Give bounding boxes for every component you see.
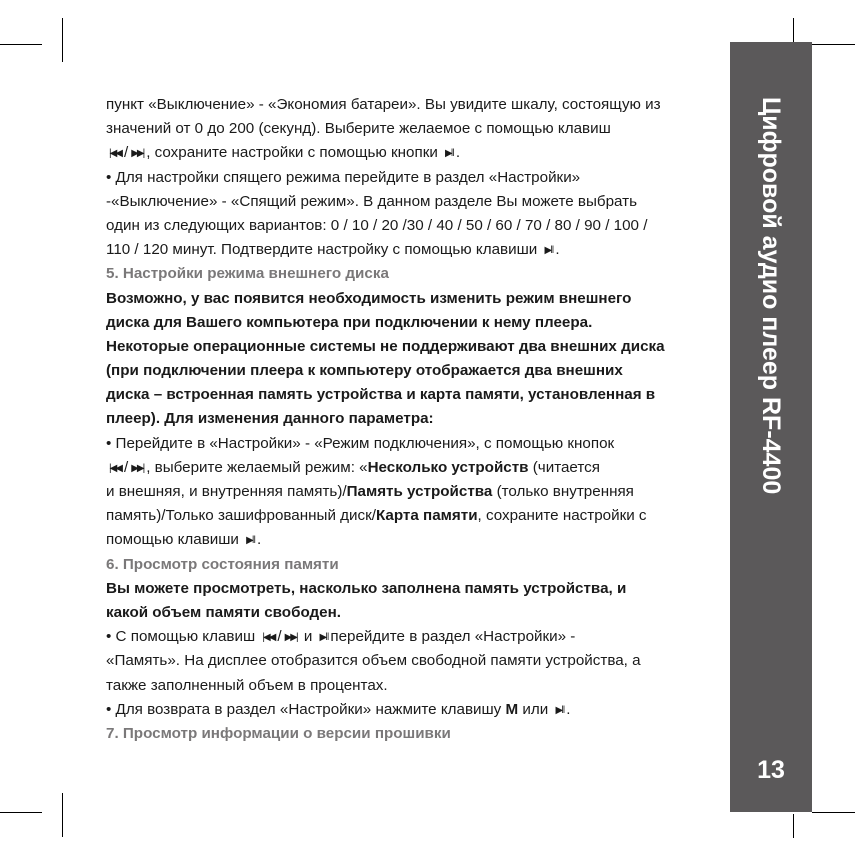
text-segment: . (256, 531, 262, 549)
play-pause-icon: ▶‖ (319, 632, 328, 644)
text-line (106, 238, 716, 262)
text-line (106, 166, 716, 190)
text-segment: (читается (528, 458, 600, 476)
text-segment: «Память». На дисплее отобразится объем свободной памяти устройства, а (106, 652, 641, 670)
crop-mark (62, 793, 63, 837)
text-segment: память)/Только зашифрованный диск/ (106, 507, 376, 525)
text-segment: 7. Просмотр информации о версии прошивки (106, 724, 451, 742)
crop-mark (793, 18, 794, 42)
text-line (106, 359, 716, 383)
text-segment: перейдите в раздел «Настройки» - (330, 628, 576, 646)
text-segment: и (299, 628, 317, 646)
text-segment: • Перейдите в «Настройки» - «Режим подключения», с помощью кнопок (106, 434, 615, 452)
text-segment: диска – встроенная память устройства и карта памяти, установленная в (106, 386, 656, 404)
text-line (106, 625, 716, 649)
text-segment: диска для Вашего компьютера при подключении к нему плеера. (106, 313, 593, 331)
text-line (106, 287, 716, 311)
text-segment: 6. Просмотр состояния памяти (106, 555, 339, 573)
sidebar-title: Цифровой аудио плеер RF-4400 (757, 97, 785, 495)
text-line (106, 480, 716, 504)
text-line (106, 117, 716, 141)
page-number: 13 (757, 756, 785, 784)
play-pause-icon: ▶‖ (246, 535, 254, 547)
play-pause-icon: ▶‖ (555, 704, 564, 716)
text-segment: также заполненный объем в процентах. (106, 676, 388, 694)
text-segment: плеер). Для изменения данного параметра: (106, 410, 434, 428)
crop-mark (0, 812, 42, 813)
section-heading (106, 722, 716, 746)
bold-text: Память устройства (346, 483, 493, 500)
text-line (106, 432, 716, 456)
bold-text: M (505, 700, 519, 718)
next-icon: ▶▶| (284, 632, 297, 644)
text-line (106, 649, 716, 673)
next-icon: ▶▶| (131, 462, 144, 474)
text-line (106, 311, 716, 335)
prev-icon: |◀◀ (109, 148, 121, 160)
prev-icon: |◀◀ (109, 462, 121, 474)
text-line (106, 456, 716, 480)
text-line (106, 504, 716, 528)
text-line (106, 528, 716, 552)
text-segment: или (518, 700, 553, 718)
text-segment: Вы можете просмотреть, насколько заполнена память устройства, и (106, 579, 627, 597)
text-segment: пункт «Выключение» - «Экономия батареи». Вы увидите шкалу, состоящую из (106, 96, 661, 113)
text-line (106, 698, 716, 722)
text-line (106, 93, 716, 117)
text-segment: . (455, 144, 461, 162)
text-segment: , выберите желаемый режим: « (146, 458, 368, 476)
crop-mark (812, 44, 855, 45)
text-segment: (только внутренняя (492, 483, 634, 500)
text-segment: один из следующих вариантов: 0 / 10 / 20 /30 / 40 / 50 / 60 / 70 / 80 / 90 / 100 / (106, 216, 648, 234)
text-segment: / (277, 628, 282, 646)
text-line (106, 577, 716, 601)
text-line (106, 601, 716, 625)
text-segment: какой объем памяти свободен. (106, 603, 342, 621)
text-segment: . (566, 700, 571, 718)
crop-mark (793, 814, 794, 838)
text-line (106, 214, 716, 238)
crop-mark (62, 18, 63, 62)
text-segment: 5. Настройки режима внешнего диска (106, 265, 389, 283)
text-segment: 110 / 120 минут. Подтвердите настройку с помощью клавиши (106, 241, 542, 259)
text-line (106, 383, 716, 407)
play-pause-icon: ▶‖ (445, 148, 453, 160)
next-icon: ▶▶| (131, 148, 144, 160)
play-pause-icon: ▶‖ (544, 245, 553, 257)
bold-text: Карта памяти (375, 507, 478, 525)
text-segment: / (123, 144, 129, 162)
text-segment: • С помощью клавиш (106, 628, 260, 646)
page-body (106, 93, 716, 746)
text-line (106, 190, 716, 214)
text-line (106, 335, 716, 359)
section-heading (106, 262, 716, 286)
crop-mark (0, 44, 42, 45)
text-segment: (при подключении плеера к компьютеру отображается два внешних (106, 362, 623, 380)
text-segment: / (123, 458, 129, 476)
text-segment: • Для возврата в раздел «Настройки» нажмите клавишу (106, 700, 506, 718)
text-segment: помощью клавиши (106, 531, 244, 549)
prev-icon: |◀◀ (262, 632, 275, 644)
text-line (106, 407, 716, 431)
text-segment: и внешняя, и внутренняя память)/ (106, 483, 347, 500)
text-line (106, 141, 716, 165)
text-segment: -«Выключение» - «Спящий режим». В данном разделе Вы можете выбрать (106, 192, 638, 210)
text-segment: , сохраните настройки с помощью кнопки (146, 144, 443, 162)
bold-text: Несколько устройств (367, 458, 529, 476)
text-segment: • Для настройки спящего режима перейдите в раздел «Настройки» (106, 168, 581, 186)
crop-mark (812, 812, 855, 813)
text-segment: , сохраните настройки с (477, 507, 647, 525)
text-segment: . (555, 241, 560, 259)
text-segment: Некоторые операционные системы не поддерживают два внешних диска (106, 337, 665, 355)
section-heading (106, 553, 716, 577)
text-segment: значений от 0 до 200 (секунд). Выберите желаемое с помощью клавиш (106, 120, 611, 138)
text-segment: Возможно, у вас появится необходимость изменить режим внешнего (106, 289, 632, 307)
text-line (106, 674, 716, 698)
